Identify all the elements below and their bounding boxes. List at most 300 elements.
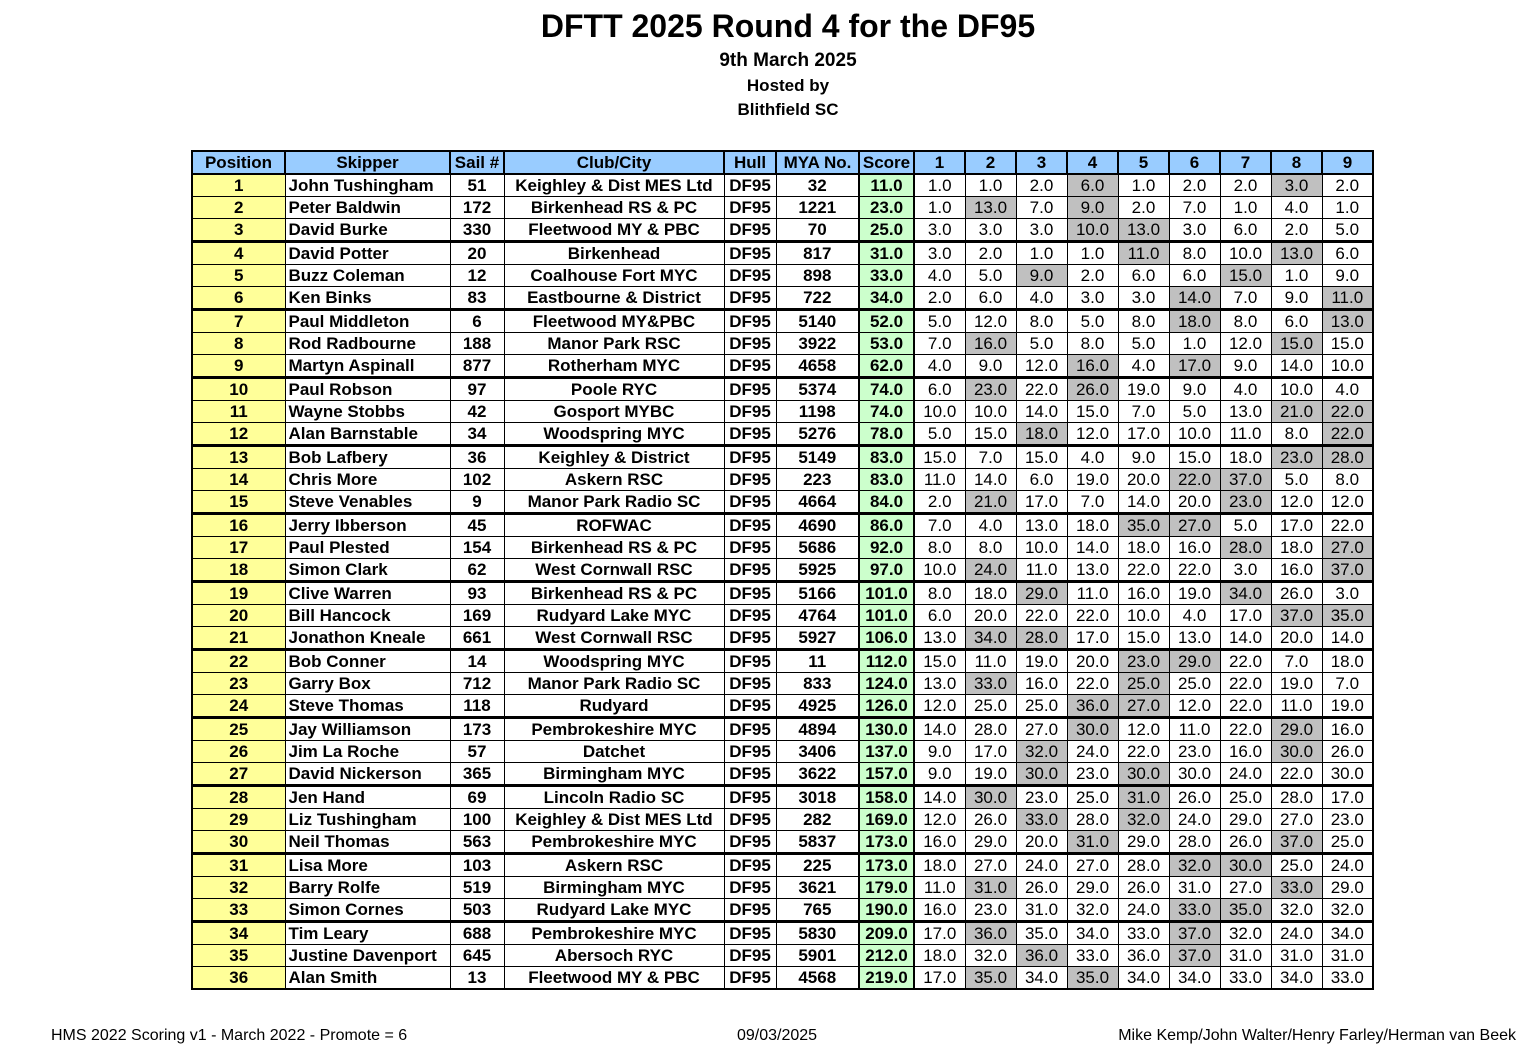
race-result-cell: 15.0 xyxy=(965,423,1016,446)
table-header-row xyxy=(192,151,1373,174)
score-cell: 78.0 xyxy=(859,423,914,446)
race-result-cell: 27.0 xyxy=(1220,877,1271,899)
discarded-race-cell: 33.0 xyxy=(1271,877,1322,899)
position-cell: 32 xyxy=(192,877,285,899)
discarded-race-cell: 30.0 xyxy=(1016,763,1067,786)
race-result-cell: 25.0 xyxy=(1271,854,1322,877)
race-result-cell: 24.0 xyxy=(1169,809,1220,831)
race-result-cell: 31.0 xyxy=(1016,899,1067,922)
mya-number-cell: 70 xyxy=(776,219,859,242)
discarded-race-cell: 13.0 xyxy=(1118,219,1169,242)
sail-number-cell: 103 xyxy=(450,854,504,877)
race-result-cell: 13.0 xyxy=(1016,514,1067,537)
race-result-cell: 17.0 xyxy=(1118,423,1169,446)
table-row xyxy=(192,265,1373,287)
race-result-cell: 2.0 xyxy=(1169,174,1220,197)
table-row xyxy=(192,967,1373,990)
discarded-race-cell: 32.0 xyxy=(1016,741,1067,763)
discarded-race-cell: 35.0 xyxy=(1220,899,1271,922)
column-header: Skipper xyxy=(285,151,450,174)
skipper-cell: David Potter xyxy=(285,242,450,265)
race-result-cell: 14.0 xyxy=(1322,627,1373,650)
club-cell: Keighley & District xyxy=(504,446,724,469)
hull-cell: DF95 xyxy=(724,514,776,537)
club-cell: Fleetwood MY & PBC xyxy=(504,967,724,990)
discarded-race-cell: 23.0 xyxy=(1118,650,1169,673)
discarded-race-cell: 9.0 xyxy=(1016,265,1067,287)
race-result-cell: 26.0 xyxy=(1220,831,1271,854)
discarded-race-cell: 27.0 xyxy=(1322,537,1373,559)
discarded-race-cell: 21.0 xyxy=(1271,401,1322,423)
hull-cell: DF95 xyxy=(724,378,776,401)
race-result-cell: 22.0 xyxy=(1118,559,1169,582)
skipper-cell: Chris More xyxy=(285,469,450,491)
column-header: 9 xyxy=(1322,151,1373,174)
hull-cell: DF95 xyxy=(724,537,776,559)
mya-number-cell: 4690 xyxy=(776,514,859,537)
sail-number-cell: 661 xyxy=(450,627,504,650)
hull-cell: DF95 xyxy=(724,854,776,877)
race-result-cell: 10.0 xyxy=(1118,605,1169,627)
footer-scoring-version: HMS 2022 Scoring v1 - March 2022 - Promote = 6 xyxy=(51,1027,408,1044)
skipper-cell: Garry Box xyxy=(285,673,450,695)
race-result-cell: 26.0 xyxy=(1016,877,1067,899)
skipper-cell: Paul Plested xyxy=(285,537,450,559)
race-result-cell: 28.0 xyxy=(1169,831,1220,854)
race-result-cell: 34.0 xyxy=(1016,967,1067,990)
sail-number-cell: 93 xyxy=(450,582,504,605)
position-cell: 13 xyxy=(192,446,285,469)
club-cell: Pembrokeshire MYC xyxy=(504,922,724,945)
discarded-race-cell: 23.0 xyxy=(1271,446,1322,469)
position-cell: 23 xyxy=(192,673,285,695)
hull-cell: DF95 xyxy=(724,967,776,990)
mya-number-cell: 5901 xyxy=(776,945,859,967)
discarded-race-cell: 34.0 xyxy=(965,627,1016,650)
table-row xyxy=(192,763,1373,786)
race-result-cell: 26.0 xyxy=(1118,877,1169,899)
sail-number-cell: 563 xyxy=(450,831,504,854)
race-result-cell: 11.0 xyxy=(914,469,965,491)
race-result-cell: 28.0 xyxy=(1067,809,1118,831)
score-cell: 190.0 xyxy=(859,899,914,922)
position-cell: 11 xyxy=(192,401,285,423)
race-result-cell: 10.0 xyxy=(1169,423,1220,446)
race-result-cell: 15.0 xyxy=(914,446,965,469)
skipper-cell: Steve Thomas xyxy=(285,695,450,718)
race-result-cell: 5.0 xyxy=(914,310,965,333)
discarded-race-cell: 13.0 xyxy=(965,197,1016,219)
race-result-cell: 8.0 xyxy=(1118,310,1169,333)
sail-number-cell: 688 xyxy=(450,922,504,945)
position-cell: 25 xyxy=(192,718,285,741)
race-result-cell: 35.0 xyxy=(1016,922,1067,945)
race-result-cell: 5.0 xyxy=(1169,401,1220,423)
position-cell: 4 xyxy=(192,242,285,265)
discarded-race-cell: 29.0 xyxy=(1016,582,1067,605)
discarded-race-cell: 27.0 xyxy=(1118,695,1169,718)
race-result-cell: 12.0 xyxy=(1169,695,1220,718)
race-result-cell: 16.0 xyxy=(1169,537,1220,559)
race-result-cell: 8.0 xyxy=(914,582,965,605)
race-result-cell: 17.0 xyxy=(914,922,965,945)
race-result-cell: 24.0 xyxy=(1016,854,1067,877)
discarded-race-cell: 35.0 xyxy=(965,967,1016,990)
race-result-cell: 15.0 xyxy=(1118,627,1169,650)
position-cell: 29 xyxy=(192,809,285,831)
race-result-cell: 11.0 xyxy=(914,877,965,899)
race-result-cell: 10.0 xyxy=(914,559,965,582)
race-result-cell: 26.0 xyxy=(1169,786,1220,809)
race-result-cell: 3.0 xyxy=(965,219,1016,242)
table-row xyxy=(192,355,1373,378)
table-row xyxy=(192,854,1373,877)
club-cell: Birkenhead RS & PC xyxy=(504,537,724,559)
hull-cell: DF95 xyxy=(724,401,776,423)
skipper-cell: Bill Hancock xyxy=(285,605,450,627)
skipper-cell: Paul Robson xyxy=(285,378,450,401)
hull-cell: DF95 xyxy=(724,355,776,378)
discarded-race-cell: 35.0 xyxy=(1067,967,1118,990)
table-row xyxy=(192,242,1373,265)
skipper-cell: Rod Radbourne xyxy=(285,333,450,355)
club-cell: Manor Park RSC xyxy=(504,333,724,355)
race-result-cell: 13.0 xyxy=(1169,627,1220,650)
table-row xyxy=(192,899,1373,922)
club-cell: West Cornwall RSC xyxy=(504,627,724,650)
discarded-race-cell: 36.0 xyxy=(1016,945,1067,967)
discarded-race-cell: 25.0 xyxy=(1118,673,1169,695)
discarded-race-cell: 37.0 xyxy=(1271,605,1322,627)
discarded-race-cell: 37.0 xyxy=(1220,469,1271,491)
score-cell: 130.0 xyxy=(859,718,914,741)
sail-number-cell: 45 xyxy=(450,514,504,537)
hull-cell: DF95 xyxy=(724,469,776,491)
skipper-cell: Alan Barnstable xyxy=(285,423,450,446)
race-result-cell: 1.0 xyxy=(1016,242,1067,265)
skipper-cell: David Nickerson xyxy=(285,763,450,786)
race-result-cell: 7.0 xyxy=(1271,650,1322,673)
race-result-cell: 28.0 xyxy=(1118,854,1169,877)
sail-number-cell: 9 xyxy=(450,491,504,514)
race-result-cell: 6.0 xyxy=(1322,242,1373,265)
race-result-cell: 19.0 xyxy=(1016,650,1067,673)
score-cell: 84.0 xyxy=(859,491,914,514)
mya-number-cell: 1221 xyxy=(776,197,859,219)
score-cell: 23.0 xyxy=(859,197,914,219)
race-result-cell: 25.0 xyxy=(965,695,1016,718)
race-result-cell: 22.0 xyxy=(1016,605,1067,627)
hull-cell: DF95 xyxy=(724,287,776,310)
position-cell: 26 xyxy=(192,741,285,763)
club-cell: West Cornwall RSC xyxy=(504,559,724,582)
race-result-cell: 22.0 xyxy=(1067,605,1118,627)
sail-number-cell: 169 xyxy=(450,605,504,627)
race-result-cell: 18.0 xyxy=(1118,537,1169,559)
position-cell: 2 xyxy=(192,197,285,219)
race-result-cell: 9.0 xyxy=(1322,265,1373,287)
score-cell: 92.0 xyxy=(859,537,914,559)
race-result-cell: 11.0 xyxy=(1067,582,1118,605)
position-cell: 8 xyxy=(192,333,285,355)
skipper-cell: Jerry Ibberson xyxy=(285,514,450,537)
race-result-cell: 5.0 xyxy=(1067,310,1118,333)
race-result-cell: 14.0 xyxy=(1118,491,1169,514)
discarded-race-cell: 30.0 xyxy=(965,786,1016,809)
race-result-cell: 2.0 xyxy=(1067,265,1118,287)
discarded-race-cell: 37.0 xyxy=(1169,922,1220,945)
position-cell: 15 xyxy=(192,491,285,514)
host-club: Blithfield SC xyxy=(737,100,839,119)
table-row xyxy=(192,174,1373,197)
race-result-cell: 1.0 xyxy=(914,197,965,219)
hull-cell: DF95 xyxy=(724,446,776,469)
discarded-race-cell: 3.0 xyxy=(1271,174,1322,197)
discarded-race-cell: 13.0 xyxy=(1322,310,1373,333)
race-result-cell: 1.0 xyxy=(1169,333,1220,355)
score-cell: 137.0 xyxy=(859,741,914,763)
club-cell: Birmingham MYC xyxy=(504,877,724,899)
race-result-cell: 8.0 xyxy=(1016,310,1067,333)
race-result-cell: 1.0 xyxy=(914,174,965,197)
footer-authors: Mike Kemp/John Walter/Henry Farley/Herman van Beek xyxy=(1118,1027,1516,1044)
discarded-race-cell: 11.0 xyxy=(1118,242,1169,265)
mya-number-cell: 5927 xyxy=(776,627,859,650)
column-header: 4 xyxy=(1067,151,1118,174)
race-result-cell: 7.0 xyxy=(1322,673,1373,695)
footer-date: 09/03/2025 xyxy=(737,1027,818,1044)
discarded-race-cell: 6.0 xyxy=(1067,174,1118,197)
table-row xyxy=(192,922,1373,945)
discarded-race-cell: 14.0 xyxy=(1169,287,1220,310)
position-cell: 24 xyxy=(192,695,285,718)
mya-number-cell: 5925 xyxy=(776,559,859,582)
mya-number-cell: 5149 xyxy=(776,446,859,469)
sail-number-cell: 102 xyxy=(450,469,504,491)
discarded-race-cell: 31.0 xyxy=(965,877,1016,899)
sail-number-cell: 173 xyxy=(450,718,504,741)
mya-number-cell: 3018 xyxy=(776,786,859,809)
race-result-cell: 9.0 xyxy=(965,355,1016,378)
discarded-race-cell: 30.0 xyxy=(1220,854,1271,877)
table-row xyxy=(192,831,1373,854)
discarded-race-cell: 28.0 xyxy=(1220,537,1271,559)
position-cell: 10 xyxy=(192,378,285,401)
race-result-cell: 7.0 xyxy=(914,333,965,355)
discarded-race-cell: 32.0 xyxy=(1169,854,1220,877)
table-row xyxy=(192,695,1373,718)
column-header: 1 xyxy=(914,151,965,174)
race-result-cell: 25.0 xyxy=(1220,786,1271,809)
skipper-cell: John Tushingham xyxy=(285,174,450,197)
hull-cell: DF95 xyxy=(724,197,776,219)
hull-cell: DF95 xyxy=(724,605,776,627)
sail-number-cell: 6 xyxy=(450,310,504,333)
mya-number-cell: 11 xyxy=(776,650,859,673)
table-row xyxy=(192,514,1373,537)
race-result-cell: 34.0 xyxy=(1271,967,1322,990)
race-result-cell: 4.0 xyxy=(914,355,965,378)
race-result-cell: 9.0 xyxy=(1220,355,1271,378)
race-result-cell: 19.0 xyxy=(1271,673,1322,695)
position-cell: 19 xyxy=(192,582,285,605)
sail-number-cell: 34 xyxy=(450,423,504,446)
mya-number-cell: 5837 xyxy=(776,831,859,854)
mya-number-cell: 4894 xyxy=(776,718,859,741)
race-result-cell: 11.0 xyxy=(965,650,1016,673)
position-cell: 7 xyxy=(192,310,285,333)
score-cell: 31.0 xyxy=(859,242,914,265)
sail-number-cell: 13 xyxy=(450,967,504,990)
race-result-cell: 14.0 xyxy=(1067,537,1118,559)
race-result-cell: 34.0 xyxy=(1067,922,1118,945)
score-cell: 219.0 xyxy=(859,967,914,990)
race-result-cell: 3.0 xyxy=(1016,219,1067,242)
position-cell: 35 xyxy=(192,945,285,967)
position-cell: 30 xyxy=(192,831,285,854)
sail-number-cell: 12 xyxy=(450,265,504,287)
table-row xyxy=(192,401,1373,423)
position-cell: 21 xyxy=(192,627,285,650)
discarded-race-cell: 17.0 xyxy=(1169,355,1220,378)
mya-number-cell: 1198 xyxy=(776,401,859,423)
position-cell: 12 xyxy=(192,423,285,446)
score-cell: 74.0 xyxy=(859,378,914,401)
hull-cell: DF95 xyxy=(724,242,776,265)
sail-number-cell: 877 xyxy=(450,355,504,378)
hull-cell: DF95 xyxy=(724,741,776,763)
club-cell: Datchet xyxy=(504,741,724,763)
race-result-cell: 31.0 xyxy=(1220,945,1271,967)
hull-cell: DF95 xyxy=(724,174,776,197)
skipper-cell: Justine Davenport xyxy=(285,945,450,967)
club-cell: Fleetwood MY & PBC xyxy=(504,219,724,242)
race-result-cell: 1.0 xyxy=(1220,197,1271,219)
race-result-cell: 22.0 xyxy=(1220,673,1271,695)
column-header: 7 xyxy=(1220,151,1271,174)
position-cell: 16 xyxy=(192,514,285,537)
hull-cell: DF95 xyxy=(724,763,776,786)
table-row xyxy=(192,197,1373,219)
race-result-cell: 15.0 xyxy=(1016,446,1067,469)
score-cell: 101.0 xyxy=(859,582,914,605)
race-result-cell: 32.0 xyxy=(965,945,1016,967)
sail-number-cell: 62 xyxy=(450,559,504,582)
race-result-cell: 7.0 xyxy=(1118,401,1169,423)
score-cell: 25.0 xyxy=(859,219,914,242)
race-result-cell: 22.0 xyxy=(1220,695,1271,718)
table-row xyxy=(192,446,1373,469)
race-result-cell: 23.0 xyxy=(965,899,1016,922)
mya-number-cell: 5374 xyxy=(776,378,859,401)
race-result-cell: 6.0 xyxy=(914,378,965,401)
sail-number-cell: 118 xyxy=(450,695,504,718)
score-cell: 126.0 xyxy=(859,695,914,718)
discarded-race-cell: 16.0 xyxy=(965,333,1016,355)
race-result-cell: 2.0 xyxy=(1322,174,1373,197)
race-result-cell: 10.0 xyxy=(1322,355,1373,378)
race-result-cell: 19.0 xyxy=(965,763,1016,786)
table-row xyxy=(192,809,1373,831)
hull-cell: DF95 xyxy=(724,559,776,582)
mya-number-cell: 898 xyxy=(776,265,859,287)
race-result-cell: 31.0 xyxy=(1322,945,1373,967)
score-cell: 74.0 xyxy=(859,401,914,423)
race-result-cell: 2.0 xyxy=(1271,219,1322,242)
score-cell: 112.0 xyxy=(859,650,914,673)
mya-number-cell: 833 xyxy=(776,673,859,695)
table-row xyxy=(192,287,1373,310)
race-result-cell: 23.0 xyxy=(1169,741,1220,763)
column-header: Sail # xyxy=(450,151,504,174)
discarded-race-cell: 11.0 xyxy=(1322,287,1373,310)
discarded-race-cell: 21.0 xyxy=(965,491,1016,514)
column-header: 3 xyxy=(1016,151,1067,174)
discarded-race-cell: 23.0 xyxy=(965,378,1016,401)
race-result-cell: 34.0 xyxy=(1169,967,1220,990)
race-result-cell: 34.0 xyxy=(1118,967,1169,990)
race-result-cell: 22.0 xyxy=(1016,378,1067,401)
results-body xyxy=(192,174,1373,989)
race-result-cell: 30.0 xyxy=(1169,763,1220,786)
column-header: Club/City xyxy=(504,151,724,174)
race-result-cell: 29.0 xyxy=(1067,877,1118,899)
race-result-cell: 5.0 xyxy=(1118,333,1169,355)
table-row xyxy=(192,741,1373,763)
skipper-cell: Clive Warren xyxy=(285,582,450,605)
race-result-cell: 14.0 xyxy=(1220,627,1271,650)
race-result-cell: 7.0 xyxy=(914,514,965,537)
discarded-race-cell: 9.0 xyxy=(1067,197,1118,219)
race-result-cell: 6.0 xyxy=(914,605,965,627)
race-result-cell: 14.0 xyxy=(914,718,965,741)
race-result-cell: 32.0 xyxy=(1271,899,1322,922)
race-result-cell: 12.0 xyxy=(1118,718,1169,741)
table-row xyxy=(192,559,1373,582)
race-result-cell: 9.0 xyxy=(914,741,965,763)
race-result-cell: 15.0 xyxy=(914,650,965,673)
sail-number-cell: 503 xyxy=(450,899,504,922)
hull-cell: DF95 xyxy=(724,650,776,673)
club-cell: Manor Park Radio SC xyxy=(504,491,724,514)
skipper-cell: Paul Middleton xyxy=(285,310,450,333)
race-result-cell: 18.0 xyxy=(1271,537,1322,559)
race-result-cell: 12.0 xyxy=(1271,491,1322,514)
skipper-cell: Liz Tushingham xyxy=(285,809,450,831)
race-result-cell: 4.0 xyxy=(1016,287,1067,310)
race-result-cell: 2.0 xyxy=(1016,174,1067,197)
race-result-cell: 33.0 xyxy=(1067,945,1118,967)
skipper-cell: Neil Thomas xyxy=(285,831,450,854)
position-cell: 3 xyxy=(192,219,285,242)
club-cell: Eastbourne & District xyxy=(504,287,724,310)
race-result-cell: 20.0 xyxy=(1016,831,1067,854)
discarded-race-cell: 31.0 xyxy=(1067,831,1118,854)
race-result-cell: 4.0 xyxy=(1322,378,1373,401)
race-result-cell: 15.0 xyxy=(1067,401,1118,423)
race-result-cell: 20.0 xyxy=(1271,627,1322,650)
sail-number-cell: 36 xyxy=(450,446,504,469)
race-result-cell: 12.0 xyxy=(965,310,1016,333)
position-cell: 27 xyxy=(192,763,285,786)
score-cell: 212.0 xyxy=(859,945,914,967)
race-result-cell: 16.0 xyxy=(1271,559,1322,582)
score-cell: 62.0 xyxy=(859,355,914,378)
position-cell: 1 xyxy=(192,174,285,197)
race-result-cell: 3.0 xyxy=(1169,219,1220,242)
club-cell: Pembrokeshire MYC xyxy=(504,718,724,741)
race-result-cell: 27.0 xyxy=(1016,718,1067,741)
